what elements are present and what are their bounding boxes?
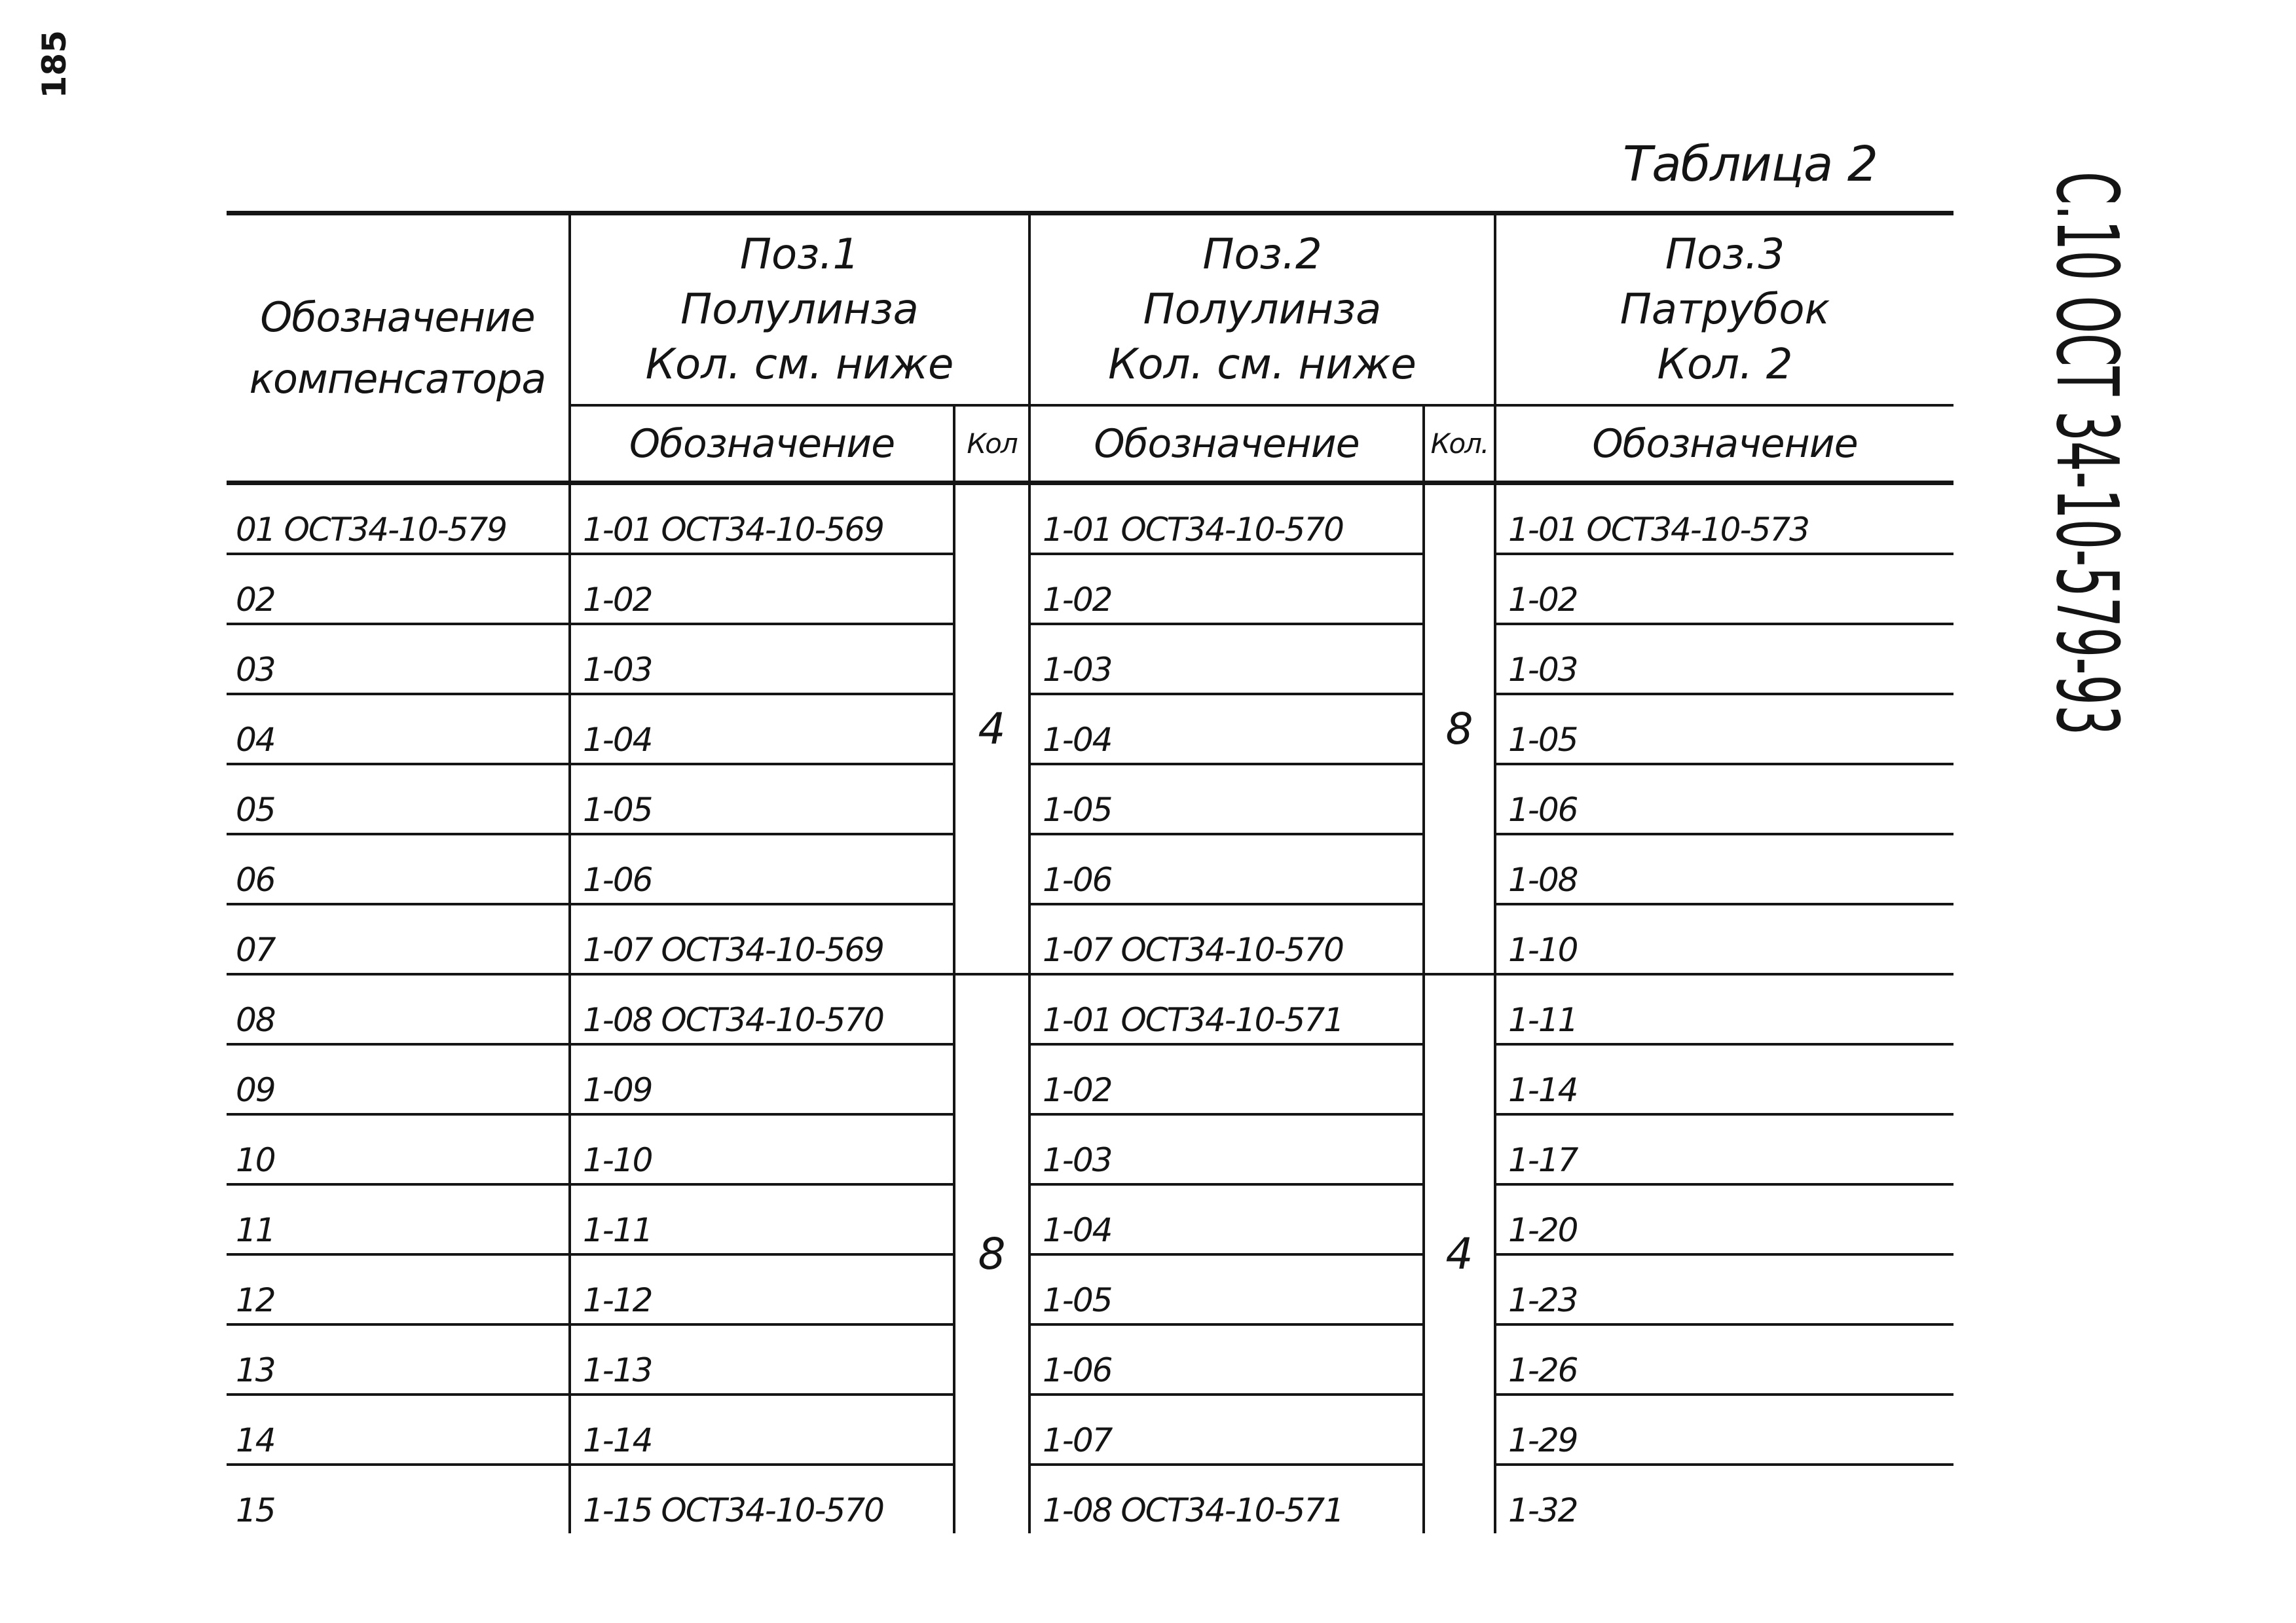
compensator-designation: 09 [227, 1044, 570, 1114]
table-row [227, 1044, 1953, 1114]
compensator-header-line: Обозначение [260, 293, 535, 341]
pos-label: Поз.3 [1665, 230, 1785, 279]
pos2-designation: 1-02 [1029, 1044, 1424, 1114]
pos3-designation: 1-14 [1495, 1044, 1953, 1114]
pos1-designation-subheader: Обозначение [570, 405, 954, 483]
compensator-designation: 07 [227, 904, 570, 974]
pos2-designation: 1-06 [1029, 1324, 1424, 1395]
table-row [227, 1324, 1953, 1395]
part-name: Полулинза [680, 285, 919, 334]
pos3-designation: 1-29 [1495, 1395, 1953, 1465]
pos1-designation: 1-11 [570, 1184, 954, 1254]
pos2-designation: 1-03 [1029, 624, 1424, 694]
pos1-qty-subheader: Кол [954, 405, 1029, 483]
pos2-qty-subheader: Кол. [1424, 405, 1495, 483]
table-row [227, 1114, 1953, 1184]
pos1-designation: 1-05 [570, 764, 954, 834]
pos3-designation: 1-02 [1495, 554, 1953, 624]
pos2-designation: 1-07 [1029, 1395, 1424, 1465]
pos3-designation: 1-23 [1495, 1254, 1953, 1324]
compensator-designation: 12 [227, 1254, 570, 1324]
table-row [227, 1254, 1953, 1324]
compensator-specification-table [227, 211, 1953, 1533]
pos1-designation: 1-07 ОСТ34-10-569 [570, 904, 954, 974]
pos2-designation: 1-07 ОСТ34-10-570 [1029, 904, 1424, 974]
table-row [227, 483, 1953, 555]
compensator-header [227, 213, 570, 483]
pos3-designation: 1-26 [1495, 1324, 1953, 1395]
compensator-header-line: компенсатора [249, 354, 546, 403]
compensator-designation: 01 ОСТ34-10-579 [227, 483, 570, 555]
pos1-designation: 1-08 ОСТ34-10-570 [570, 974, 954, 1044]
compensator-designation: 05 [227, 764, 570, 834]
compensator-designation: 10 [227, 1114, 570, 1184]
compensator-designation: 11 [227, 1184, 570, 1254]
table-row [227, 554, 1953, 624]
table-row [227, 904, 1953, 974]
compensator-designation: 03 [227, 624, 570, 694]
compensator-designation: 13 [227, 1324, 570, 1395]
pos2-group-header [1029, 213, 1495, 406]
document-code-side-label: С.10 ОСТ 34-10-579-93 [2037, 172, 2137, 736]
pos3-designation: 1-08 [1495, 834, 1953, 904]
pos1-designation: 1-12 [570, 1254, 954, 1324]
pos3-designation: 1-11 [1495, 974, 1953, 1044]
pos2-designation: 1-05 [1029, 1254, 1424, 1324]
pos2-designation: 1-04 [1029, 694, 1424, 764]
pos2-designation: 1-03 [1029, 1114, 1424, 1184]
pos1-designation: 1-01 ОСТ34-10-569 [570, 483, 954, 555]
pos3-designation: 1-10 [1495, 904, 1953, 974]
pos2-designation: 1-05 [1029, 764, 1424, 834]
pos3-designation: 1-20 [1495, 1184, 1953, 1254]
pos1-designation: 1-14 [570, 1395, 954, 1465]
page-corner-mark: 185 [35, 30, 73, 99]
pos3-designation: 1-03 [1495, 624, 1953, 694]
table-row [227, 974, 1953, 1044]
pos3-designation: 1-01 ОСТ34-10-573 [1495, 483, 1953, 555]
table-title: Таблица 2 [1623, 136, 1878, 192]
qty-note: Кол. 2 [1657, 340, 1793, 389]
pos3-group-header [1495, 213, 1953, 406]
pos1-designation: 1-04 [570, 694, 954, 764]
pos1-designation: 1-06 [570, 834, 954, 904]
pos1-quantity: 8 [954, 974, 1029, 1533]
compensator-designation: 14 [227, 1395, 570, 1465]
pos2-designation: 1-06 [1029, 834, 1424, 904]
pos2-designation-subheader: Обозначение [1029, 405, 1424, 483]
table-row [227, 694, 1953, 764]
pos1-designation: 1-15 ОСТ34-10-570 [570, 1465, 954, 1533]
part-name: Патрубок [1620, 285, 1830, 334]
pos2-designation: 1-08 ОСТ34-10-571 [1029, 1465, 1424, 1533]
pos2-designation: 1-02 [1029, 554, 1424, 624]
table-row [227, 1395, 1953, 1465]
table-row [227, 1184, 1953, 1254]
table-row [227, 1465, 1953, 1533]
pos1-designation: 1-09 [570, 1044, 954, 1114]
pos3-designation: 1-06 [1495, 764, 1953, 834]
pos2-designation: 1-04 [1029, 1184, 1424, 1254]
pos2-quantity: 4 [1424, 974, 1495, 1533]
pos2-quantity: 8 [1424, 483, 1495, 975]
qty-note: Кол. см. ниже [645, 340, 954, 389]
table-row [227, 624, 1953, 694]
pos1-designation: 1-13 [570, 1324, 954, 1395]
compensator-designation: 04 [227, 694, 570, 764]
pos1-group-header [570, 213, 1029, 406]
compensator-designation: 06 [227, 834, 570, 904]
pos3-designation: 1-05 [1495, 694, 1953, 764]
table-row [227, 764, 1953, 834]
pos1-designation: 1-10 [570, 1114, 954, 1184]
pos1-designation: 1-02 [570, 554, 954, 624]
table-row [227, 834, 1953, 904]
pos-label: Поз.2 [1202, 230, 1322, 279]
pos3-designation-subheader: Обозначение [1495, 405, 1953, 483]
compensator-designation: 15 [236, 1491, 275, 1529]
part-name: Полулинза [1143, 285, 1382, 334]
pos1-quantity: 4 [954, 483, 1029, 975]
qty-note: Кол. см. ниже [1108, 340, 1416, 389]
pos2-designation: 1-01 ОСТ34-10-570 [1029, 483, 1424, 555]
pos3-designation: 1-32 [1495, 1465, 1953, 1533]
compensator-designation: 08 [227, 974, 570, 1044]
compensator-designation: 02 [227, 554, 570, 624]
pos-label: Поз.1 [739, 230, 860, 279]
pos2-designation: 1-01 ОСТ34-10-571 [1029, 974, 1424, 1044]
pos3-designation: 1-17 [1495, 1114, 1953, 1184]
pos1-designation: 1-03 [570, 624, 954, 694]
header-row-groups [227, 213, 1953, 406]
